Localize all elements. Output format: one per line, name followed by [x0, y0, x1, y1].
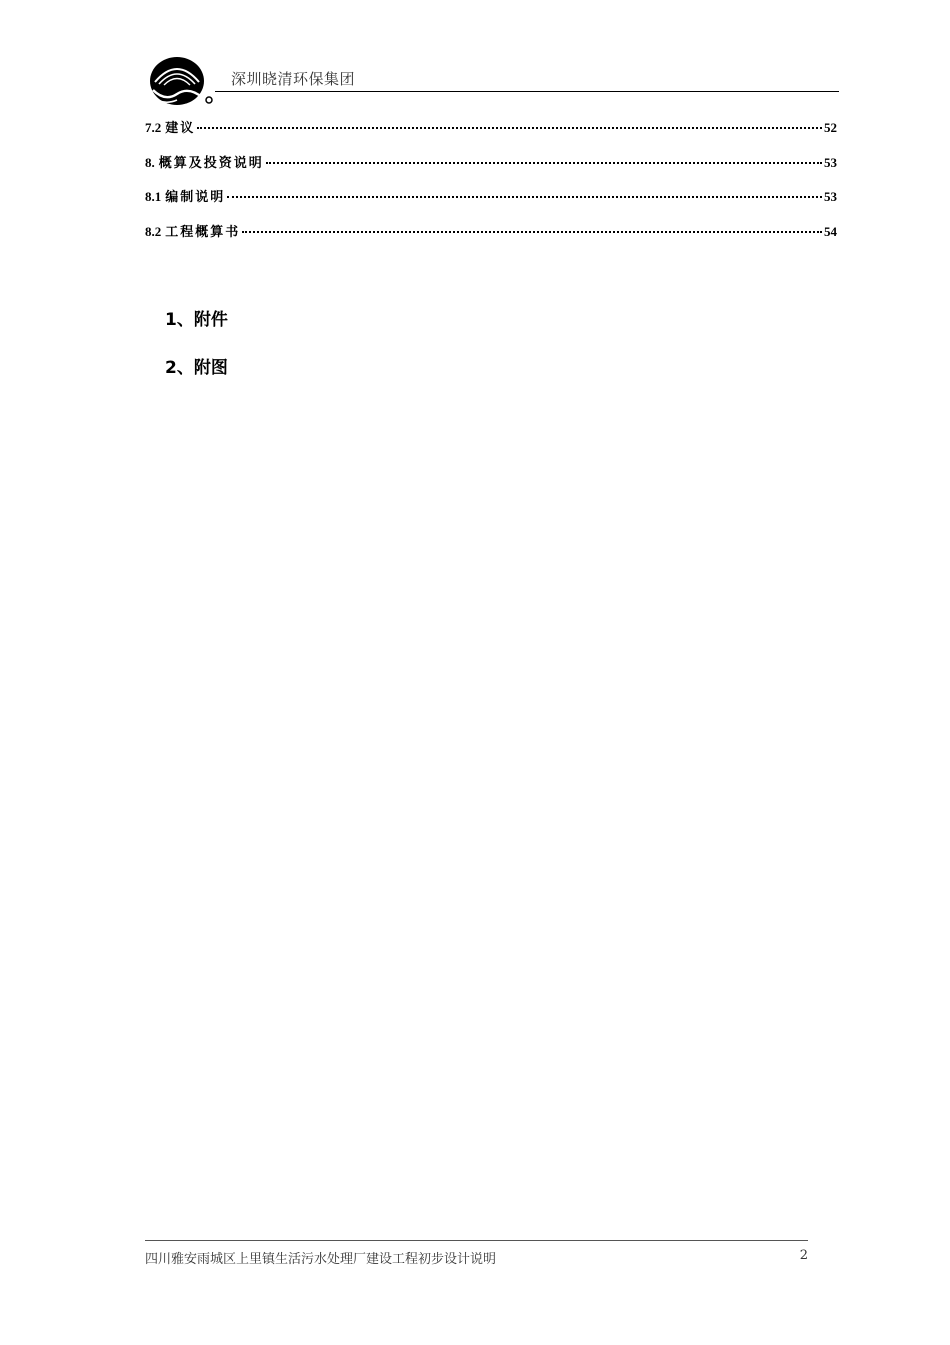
- footer-divider: [145, 1240, 808, 1241]
- toc-leader-dots: [227, 196, 822, 198]
- attachments-list: [165, 305, 228, 401]
- toc-entry-label: [145, 221, 240, 240]
- toc-entry-label: [145, 186, 225, 205]
- toc-entry[interactable]: [145, 186, 837, 221]
- page-header: [143, 50, 839, 110]
- attachment-item: 2、附图: [165, 358, 228, 378]
- toc-entry-page: 53: [824, 189, 837, 204]
- toc-entry-page: 52: [824, 120, 837, 135]
- toc-leader-dots: [242, 231, 822, 233]
- header-divider: [215, 91, 839, 92]
- page-number: 2: [799, 1248, 808, 1263]
- toc-entry-number: 8.1: [145, 189, 162, 204]
- toc-entry[interactable]: [145, 152, 837, 187]
- document-title: 四川雅安雨城区上里镇生活污水处理厂建设工程初步设计说明: [145, 1252, 497, 1267]
- toc-entry-number: 8.2: [145, 223, 162, 239]
- toc-entry-page: 54: [824, 223, 837, 239]
- page-footer: [145, 1240, 808, 1267]
- attachment-item: 1、附件: [165, 310, 228, 330]
- toc-leader-dots: [197, 127, 822, 129]
- toc-entry-title: 概算及投资说明: [158, 155, 264, 171]
- toc-leader-dots: [266, 162, 822, 164]
- company-logo: [147, 54, 213, 108]
- toc-entry-title: 编制说明: [165, 190, 226, 205]
- company-name: 深圳晓清环保集团: [231, 70, 356, 88]
- toc-entry[interactable]: [145, 117, 837, 152]
- footer-row: [145, 1248, 808, 1267]
- toc-entry-label: [145, 152, 264, 171]
- table-of-contents: [145, 117, 837, 255]
- toc-entry-title: 建议: [165, 121, 196, 136]
- toc-entry[interactable]: [145, 221, 837, 256]
- toc-entry-label: [145, 117, 195, 136]
- toc-entry-page: 53: [824, 154, 837, 170]
- toc-entry-number: 7.2: [145, 120, 162, 135]
- toc-entry-title: 工程概算书: [165, 224, 241, 240]
- toc-entry-number: 8.: [145, 154, 155, 170]
